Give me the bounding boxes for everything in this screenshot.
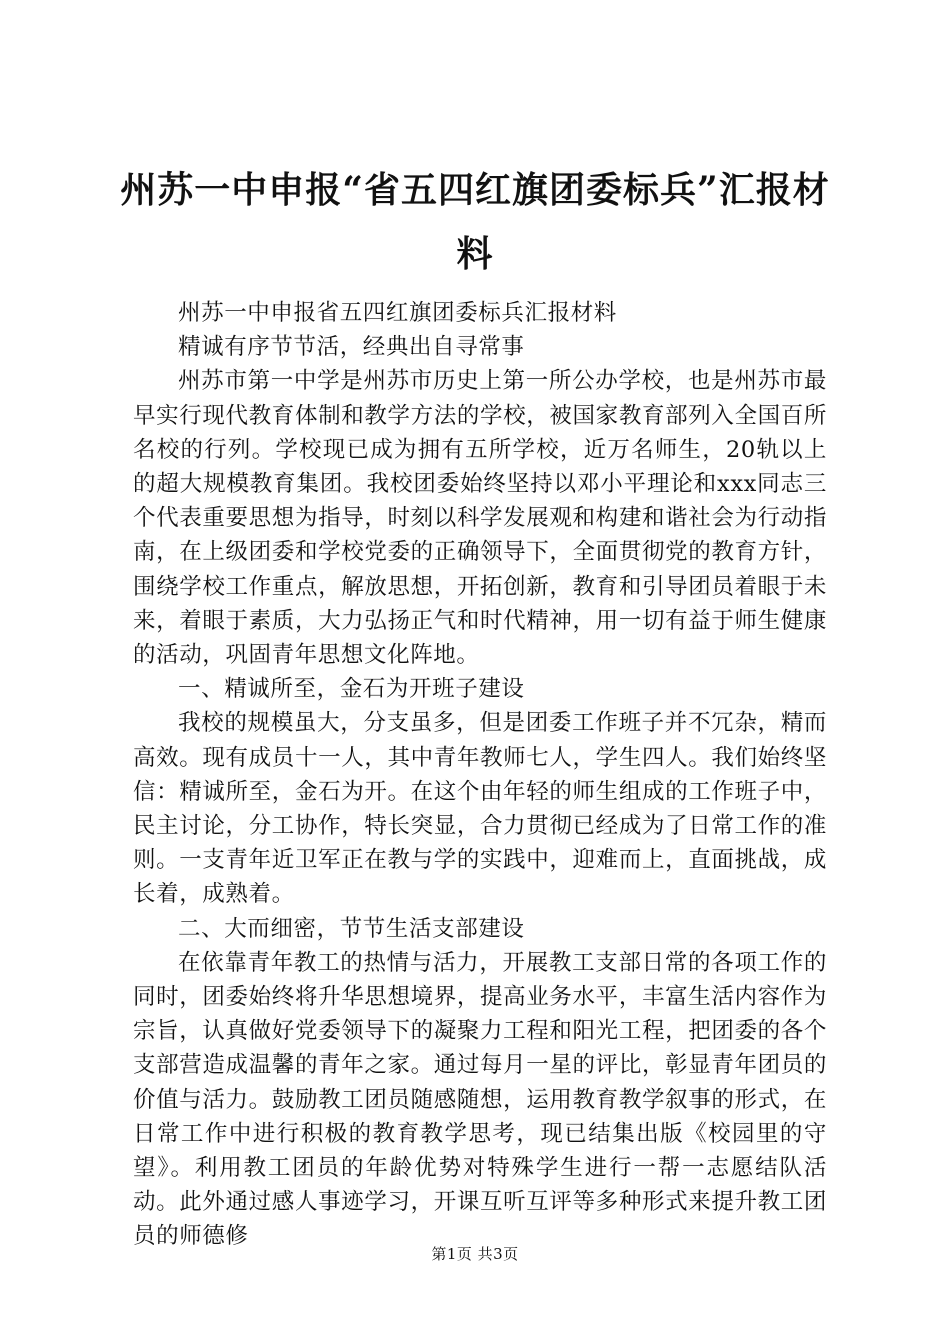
page-number: 第1页 共3页 [431,1245,519,1263]
paragraph-subtitle: 州苏一中申报省五四红旗团委标兵汇报材料 [178,300,617,326]
paragraph-section-1: 我校的规模虽大，分支虽多，但是团委工作班子并不冗杂，精而高效。现有成员十一人，其中青年教师七人，学生四人。我们始终坚信：精诚所至，金石为开。在这个由年轻的师生组成的工作班子中，民主讨论，分工协作，特长突显，合力贯彻已经成为了日常工作的准则。一支青年近卫军正在教与学的实践中，迎难而上，直面挑战，成长着，成熟着。 [133,710,827,908]
document-body [133,296,827,1254]
paragraph-motto: 精诚有序节节活，经典出自寻常事 [178,334,525,361]
document-title: 州苏一中申报“省五四红旗团委标兵”汇报材料 [120,169,830,275]
paragraph-section-2: 在依靠青年教工的热情与活力，开展教工支部日常的各项工作的同时，团委始终将升华思想境界，提高业务水平，丰富生活内容作为宗旨，认真做好党委领导下的凝聚力工程和阳光工程，把团委的各个支部营造成温馨的青年之家。通过每月一星的评比，彰显青年团员的价值与活力。鼓励教工团员随感随想，运用教育教学叙事的形式，在日常工作中进行积极的教育教学思考，现已结集出版《校园里的守望》。利用教工团员的年龄优势对特殊学生进行一帮一志愿结队活动。此外通过感人事迹学习，开课互听互评等多种形式来提升教工团员的师德修 [133,949,827,1250]
paragraph-intro: 州苏市第一中学是州苏市历史上第一所公办学校，也是州苏市最早实行现代教育体制和教学方法的学校，被国家教育部列入全国百所名校的行列。学校现已成为拥有五所学校，近万名师生，20轨以上的超大规模教育集团。我校团委始终坚持以邓小平理论和xxx同志三个代表重要思想为指导，时刻以科学发展观和构建和谐社会为行动指南，在上级团委和学校党委的正确领导下，全面贯彻党的教育方针，围绕学校工作重点，解放思想，开拓创新，教育和引导团员着眼于未来，着眼于素质，大力弘扬正气和时代精神，用一切有益于师生健康的活动，巩固青年思想文化阵地。 [133,368,827,669]
section-heading-1: 一、精诚所至，金石为开班子建设 [178,676,525,703]
section-heading-2: 二、大而细密，节节生活支部建设 [178,915,525,942]
